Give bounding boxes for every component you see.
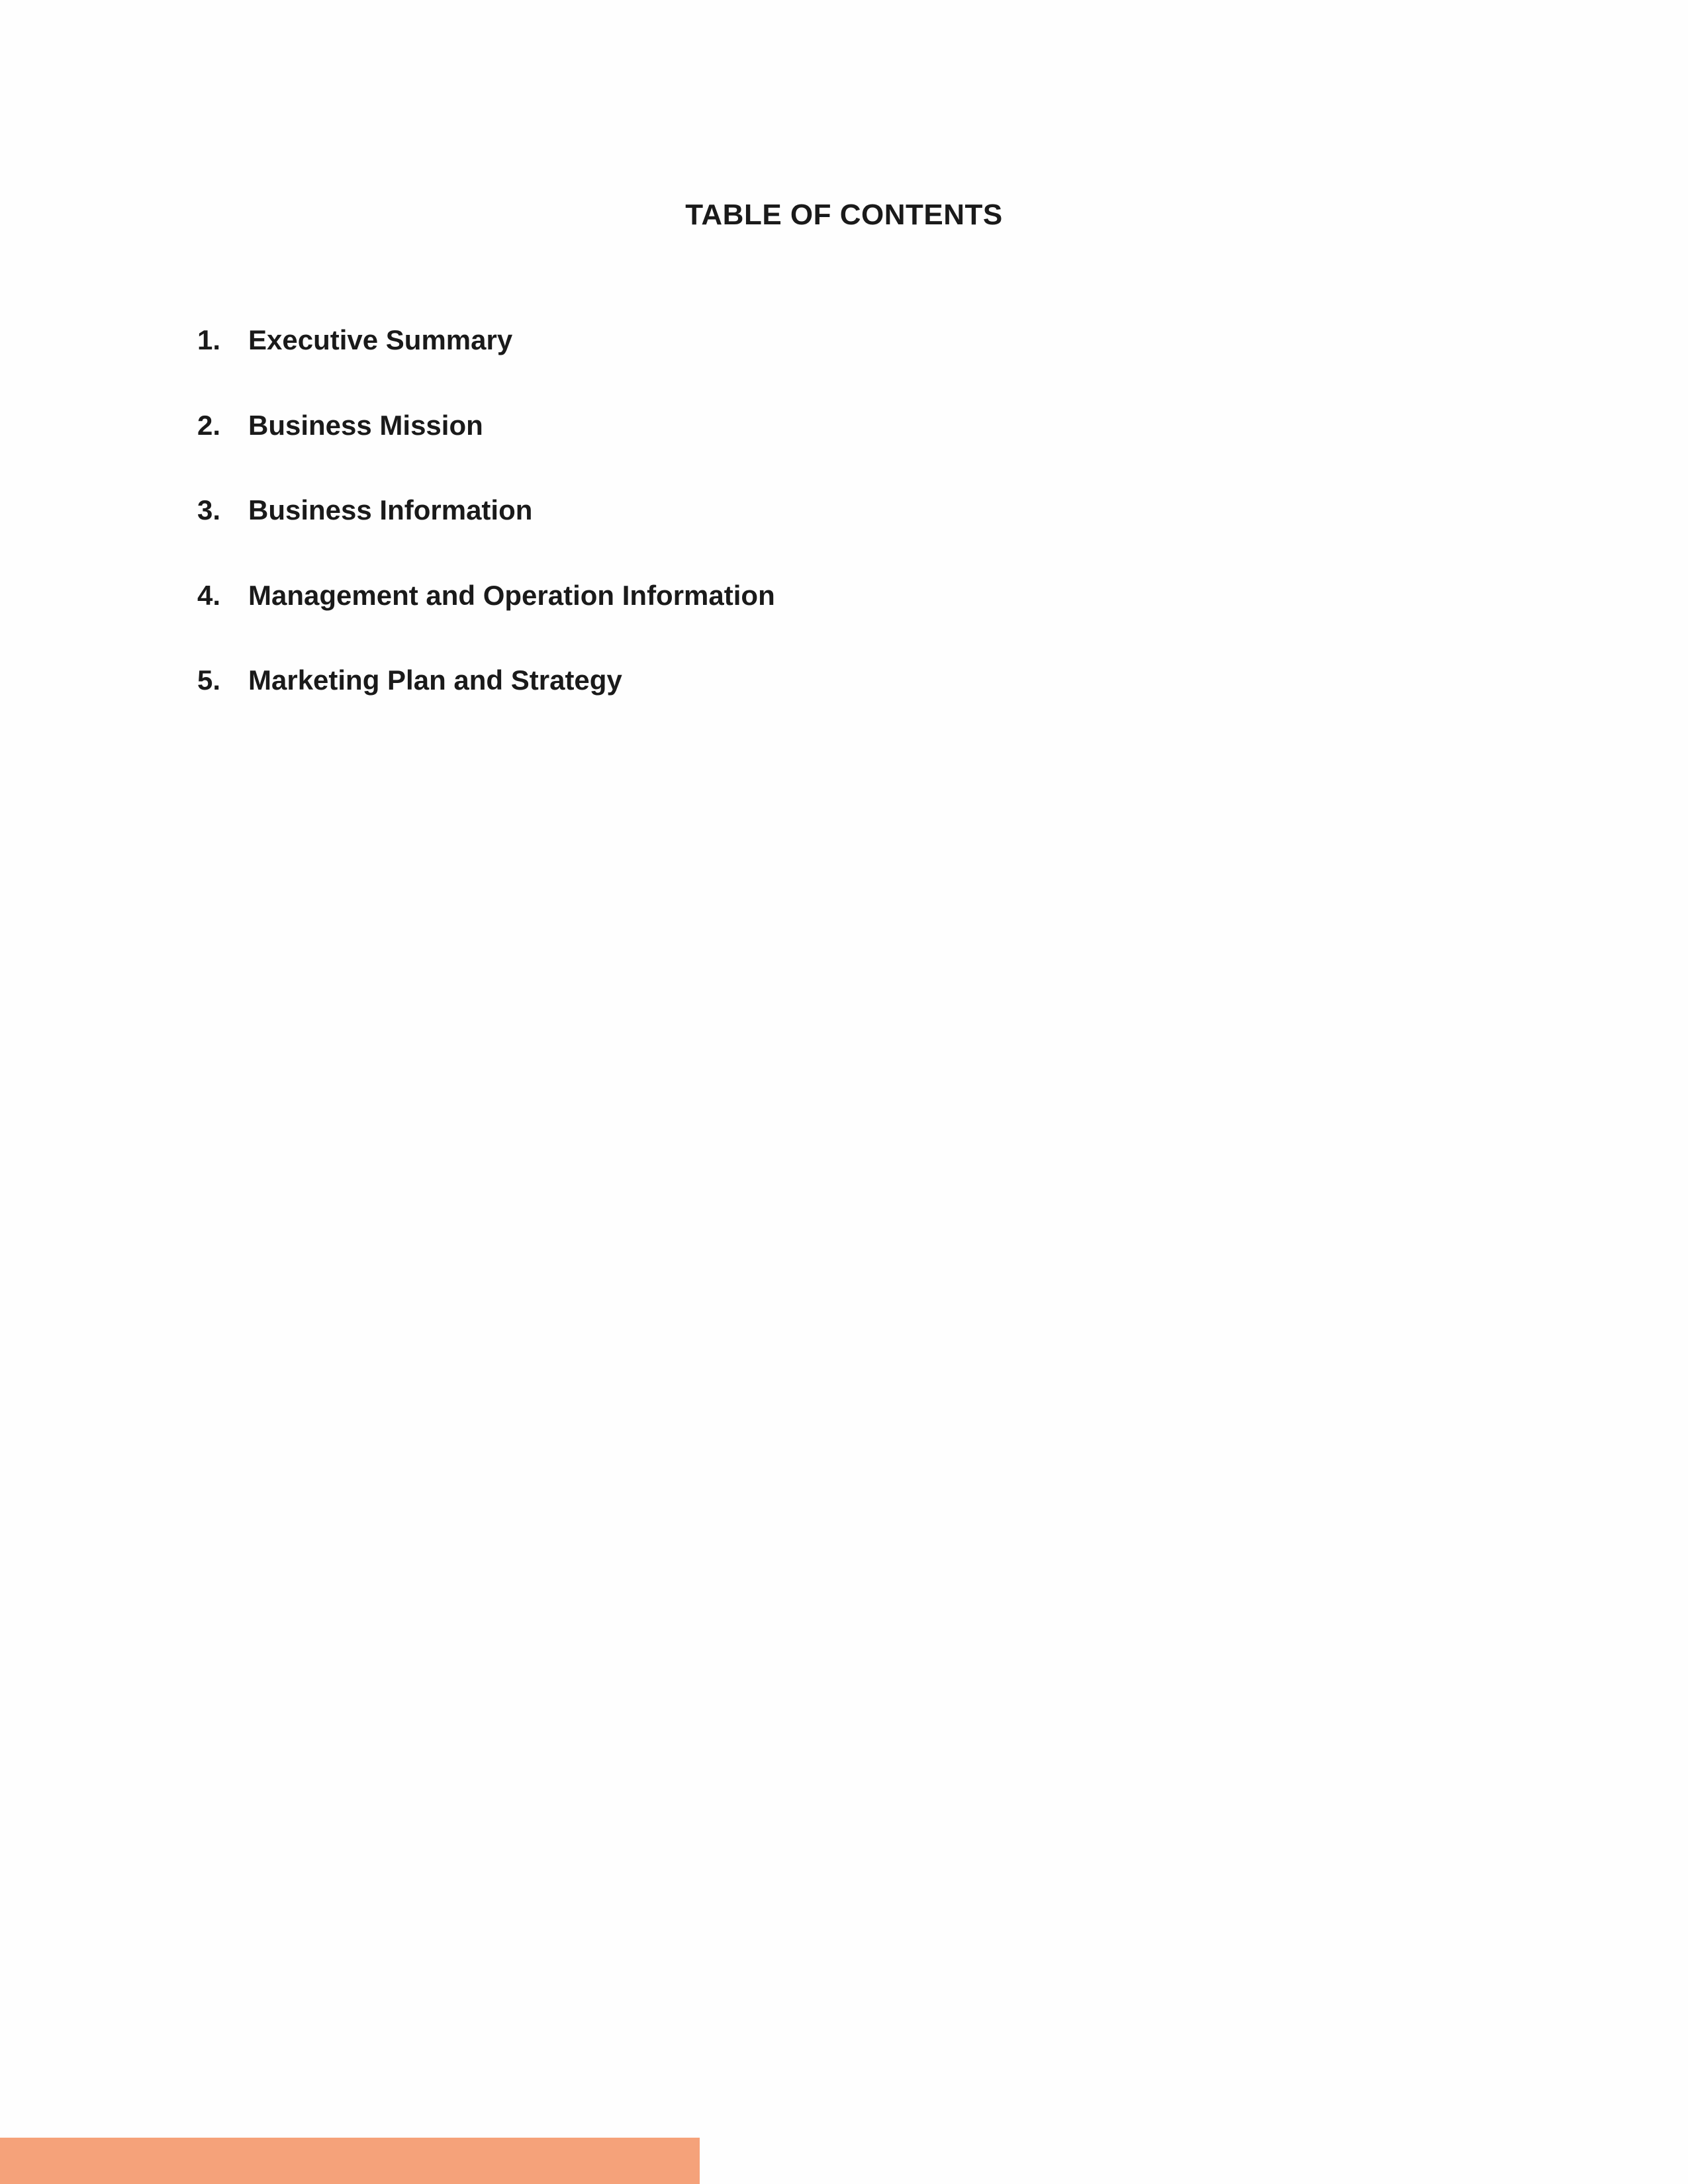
toc-item-business-information xyxy=(197,494,775,580)
toc-item-number: 4. xyxy=(197,579,221,611)
toc-item-number: 3. xyxy=(197,494,221,525)
toc-item-label: Marketing Plan and Strategy xyxy=(248,664,622,696)
footer-accent-bar xyxy=(0,2138,700,2184)
toc-item-executive-summary xyxy=(197,324,775,410)
toc-list xyxy=(197,324,775,750)
toc-item-label: Business Mission xyxy=(248,409,483,441)
toc-item-management-operation xyxy=(197,580,775,665)
toc-item-label: Management and Operation Information xyxy=(248,579,775,611)
toc-title: TABLE OF CONTENTS xyxy=(685,199,1003,231)
toc-item-label: Executive Summary xyxy=(248,324,513,355)
toc-item-business-mission xyxy=(197,410,775,495)
toc-item-number: 1. xyxy=(197,324,221,355)
toc-item-marketing-plan xyxy=(197,664,775,750)
toc-item-number: 5. xyxy=(197,664,221,696)
toc-item-number: 2. xyxy=(197,409,221,441)
toc-item-label: Business Information xyxy=(248,494,533,525)
